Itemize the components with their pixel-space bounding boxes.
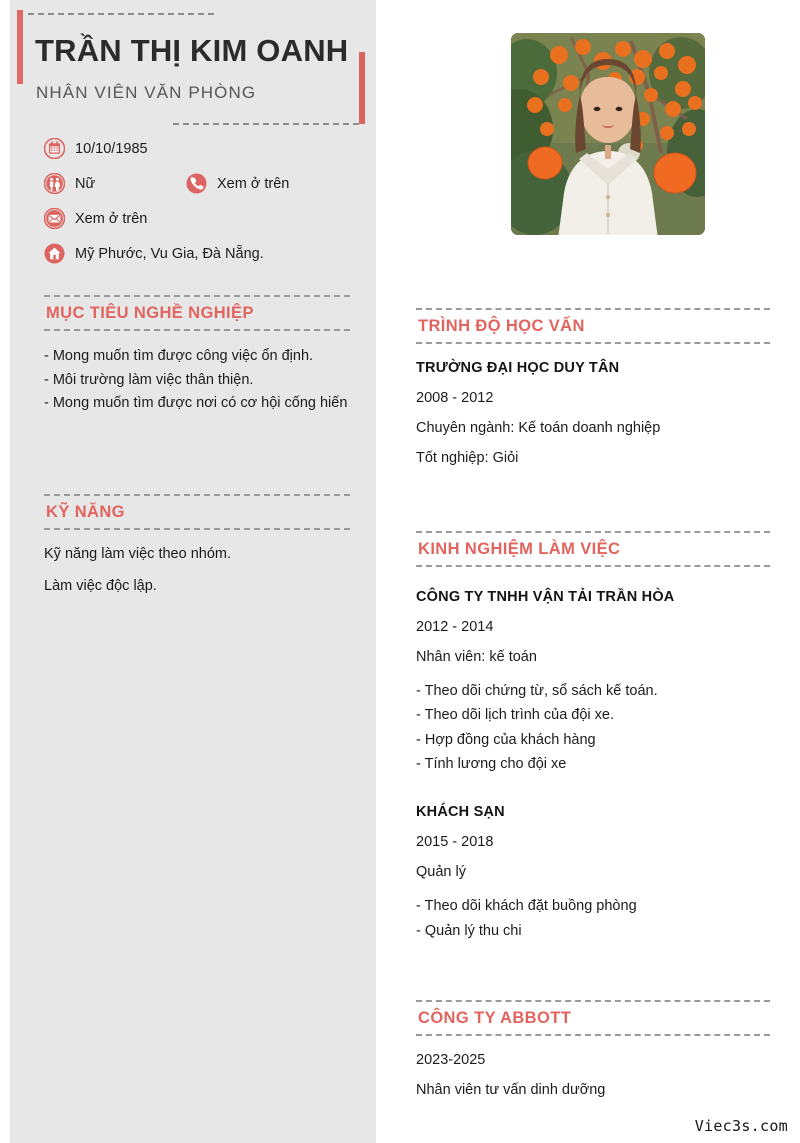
skills-body [44, 546, 350, 594]
section-experience [416, 531, 770, 943]
abbott-role: Nhân viên tư vấn dinh dưỡng [416, 1082, 606, 1098]
section-education [416, 308, 770, 480]
contact-birthday-text: 10/10/1985 [75, 140, 148, 157]
job-duty: - Theo dõi chứng từ, sổ sách kế toán. [416, 683, 658, 699]
experience-job [416, 804, 770, 943]
contact-address-text: Mỹ Phước, Vu Gia, Đà Nẵng. [75, 245, 264, 262]
job-duties [416, 679, 770, 776]
dash-line-bottom [416, 1034, 770, 1036]
dash-line-bottom [44, 329, 350, 331]
email-icon [44, 208, 65, 229]
accent-bar-left [17, 10, 23, 84]
abbott-period: 2023-2025 [416, 1052, 486, 1068]
abbott-title: CÔNG TY ABBOTT [418, 1009, 572, 1027]
candidate-job-title: NHÂN VIÊN VĂN PHÒNG [36, 83, 257, 102]
objective-item: - Mong muốn tìm được nơi có cơ hội cống hiến [44, 395, 348, 412]
job-role: Quản lý [416, 864, 466, 881]
skill-item: Kỹ năng làm việc theo nhóm. [44, 546, 231, 562]
skills-heading [44, 494, 350, 530]
education-heading [416, 308, 770, 344]
job-duty: - Theo dõi lịch trình của đội xe. [416, 707, 615, 724]
phone-icon [186, 173, 207, 194]
contact-item-phone [186, 173, 289, 194]
education-school: TRƯỜNG ĐẠI HỌC DUY TÂN [416, 360, 620, 376]
experience-title: KINH NGHIỆM LÀM VIỆC [418, 540, 621, 558]
dash-line-bottom [44, 528, 350, 530]
contact-row [10, 208, 376, 243]
contact-row [10, 173, 376, 208]
experience-job [416, 589, 770, 776]
job-period: 2015 - 2018 [416, 834, 494, 851]
abbott-entry [416, 1052, 770, 1098]
job-role: Nhân viên: kế toán [416, 649, 537, 665]
job-duty: - Theo dõi khách đặt buồng phòng [416, 898, 637, 915]
contact-item-gender [44, 173, 95, 194]
education-title: TRÌNH ĐỘ HỌC VẤN [418, 317, 585, 335]
contact-row [10, 138, 376, 173]
candidate-name: TRẦN THỊ KIM OANH [35, 33, 349, 68]
skills-title: KỸ NĂNG [46, 503, 125, 521]
education-major: Chuyên ngành: Kế toán doanh nghiệp [416, 420, 661, 436]
contact-email-text: Xem ở trên [75, 210, 148, 227]
portrait-photo [511, 33, 705, 235]
contact-phone-text: Xem ở trên [217, 175, 290, 192]
education-grade: Tốt nghiệp: Giỏi [416, 450, 519, 466]
experience-heading [416, 531, 770, 567]
header-dash-top [28, 13, 214, 15]
objective-item: - Môi trường làm việc thân thiện. [44, 371, 254, 388]
job-duty: - Quản lý thu chi [416, 922, 522, 939]
dash-line-bottom [416, 342, 770, 344]
watermark: Viec3s.com [694, 1117, 788, 1135]
job-period: 2012 - 2014 [416, 619, 494, 635]
job-company: KHÁCH SẠN [416, 804, 505, 821]
skill-item: Làm việc độc lập. [44, 578, 157, 594]
contact-gender-text: Nữ [75, 175, 96, 192]
abbott-heading [416, 1000, 770, 1036]
section-skills [44, 494, 350, 610]
objective-body [44, 345, 350, 416]
contact-item-birthday [44, 138, 148, 159]
objective-title: MỤC TIÊU NGHỀ NGHIỆP [46, 304, 254, 322]
gender-icon [44, 173, 65, 194]
objective-heading [44, 295, 350, 331]
objective-item: - Mong muốn tìm được công việc ổn định. [44, 348, 314, 364]
job-duty: - Tính lương cho đội xe [416, 756, 567, 773]
calendar-icon [44, 138, 65, 159]
contact-item-email [44, 208, 147, 229]
education-period: 2008 - 2012 [416, 390, 494, 406]
sidebar [10, 0, 376, 1143]
section-objective [44, 295, 350, 416]
home-icon [44, 243, 65, 264]
job-duty: - Hợp đồng của khách hàng [416, 731, 596, 748]
contact-item-address [44, 243, 264, 264]
accent-bar-right [359, 52, 365, 124]
dash-line-bottom [416, 565, 770, 567]
job-company: CÔNG TY TNHH VẬN TẢI TRẦN HÒA [416, 589, 675, 605]
section-abbott [416, 1000, 770, 1112]
header-dash-middle [173, 123, 359, 125]
education-entry [416, 360, 770, 466]
avatar [511, 33, 705, 235]
contact-list [10, 138, 376, 278]
contact-row [10, 243, 376, 278]
job-duties [416, 894, 770, 943]
